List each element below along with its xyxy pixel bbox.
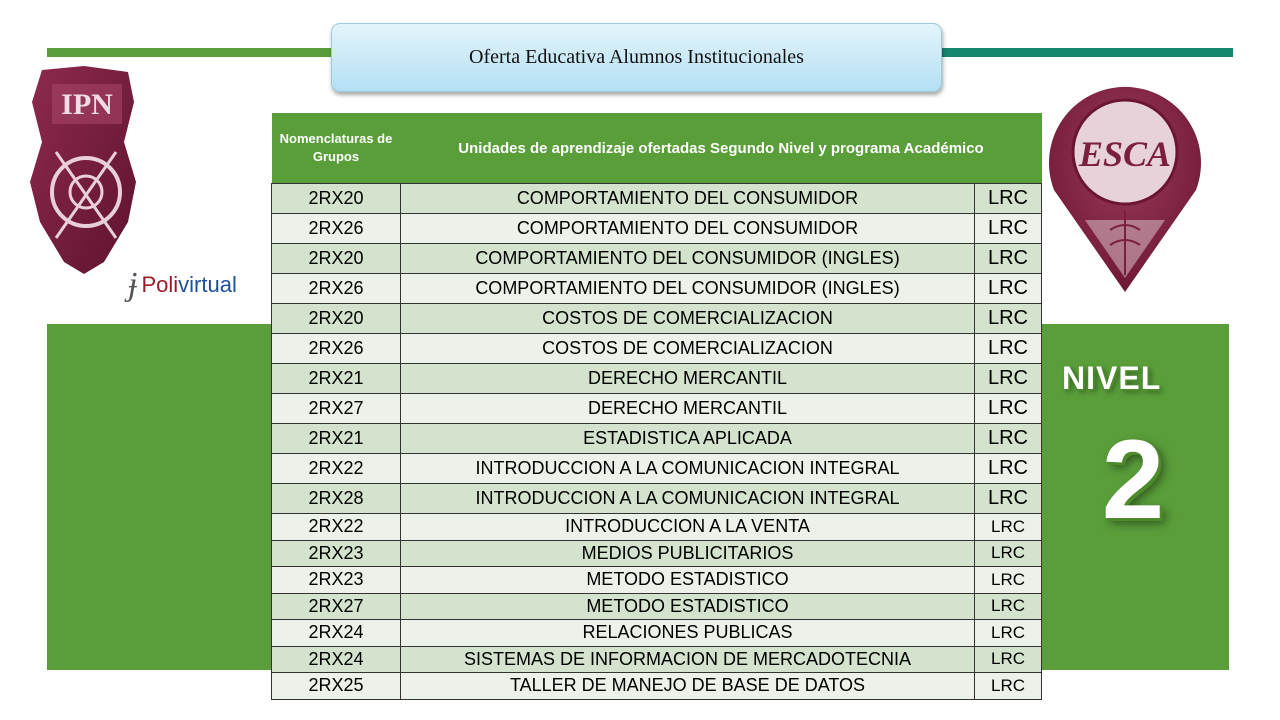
cell-group: 2RX21: [272, 424, 401, 454]
cell-program: LRC: [975, 484, 1042, 514]
cell-unit: METODO ESTADISTICO: [401, 567, 975, 594]
table-row: [272, 184, 1042, 214]
cell-unit: INTRODUCCION A LA COMUNICACION INTEGRAL: [401, 484, 975, 514]
cell-program: LRC: [975, 244, 1042, 274]
table-row: [272, 364, 1042, 394]
table-row: [272, 646, 1042, 673]
cell-unit: COSTOS DE COMERCIALIZACION: [401, 304, 975, 334]
cell-group: 2RX22: [272, 454, 401, 484]
table-row: [272, 673, 1042, 700]
cell-program: LRC: [975, 334, 1042, 364]
header-line-right: [938, 48, 1233, 57]
cell-unit: INTRODUCCION A LA VENTA: [401, 514, 975, 541]
table-row: [272, 514, 1042, 541]
cell-program: LRC: [975, 540, 1042, 567]
cell-group: 2RX25: [272, 673, 401, 700]
cell-group: 2RX20: [272, 184, 401, 214]
cell-unit: DERECHO MERCANTIL: [401, 394, 975, 424]
table-row: [272, 244, 1042, 274]
cell-program: LRC: [975, 394, 1042, 424]
cell-unit: DERECHO MERCANTIL: [401, 364, 975, 394]
table-row: [272, 620, 1042, 647]
cell-unit: INTRODUCCION A LA COMUNICACION INTEGRAL: [401, 454, 975, 484]
cell-program: LRC: [975, 424, 1042, 454]
offer-table-body: [272, 184, 1042, 700]
polivirtual-virtual-text: virtual: [178, 272, 237, 297]
header-group-nomenclature: Nomenclaturas de Grupos: [272, 113, 401, 184]
table-row: [272, 593, 1042, 620]
cell-unit: COSTOS DE COMERCIALIZACION: [401, 334, 975, 364]
cell-program: LRC: [975, 364, 1042, 394]
offer-table: [271, 113, 1042, 700]
cell-group: 2RX20: [272, 304, 401, 334]
cell-unit: COMPORTAMIENTO DEL CONSUMIDOR (INGLES): [401, 274, 975, 304]
cell-program: LRC: [975, 184, 1042, 214]
header-learning-units: Unidades de aprendizaje ofertadas Segundo Nivel y programa Académico: [401, 113, 1042, 184]
polivirtual-poli-text: Poli: [141, 272, 179, 297]
header-line-left: [47, 48, 337, 57]
cell-program: LRC: [975, 304, 1042, 334]
svg-text:ESCA: ESCA: [1078, 134, 1172, 174]
table-row: [272, 454, 1042, 484]
table-row: [272, 484, 1042, 514]
cell-unit: COMPORTAMIENTO DEL CONSUMIDOR: [401, 184, 975, 214]
cell-program: LRC: [975, 214, 1042, 244]
polivirtual-mark-icon: ɉ: [128, 266, 138, 303]
svg-text:IPN: IPN: [61, 88, 113, 121]
cell-group: 2RX21: [272, 364, 401, 394]
cell-group: 2RX23: [272, 567, 401, 594]
cell-group: 2RX20: [272, 244, 401, 274]
cell-program: LRC: [975, 567, 1042, 594]
cell-group: 2RX23: [272, 540, 401, 567]
cell-program: LRC: [975, 593, 1042, 620]
cell-program: LRC: [975, 646, 1042, 673]
level-label: NIVEL: [1062, 360, 1162, 396]
table-row: [272, 394, 1042, 424]
table-row: [272, 424, 1042, 454]
cell-group: 2RX26: [272, 334, 401, 364]
cell-group: 2RX27: [272, 394, 401, 424]
cell-unit: METODO ESTADISTICO: [401, 593, 975, 620]
ipn-logo: [24, 62, 150, 276]
cell-group: 2RX28: [272, 484, 401, 514]
cell-group: 2RX22: [272, 514, 401, 541]
cell-unit: ESTADISTICA APLICADA: [401, 424, 975, 454]
table-header-row: [272, 113, 1042, 184]
level-number: 2: [1101, 417, 1165, 542]
table-row: [272, 274, 1042, 304]
cell-group: 2RX24: [272, 646, 401, 673]
cell-program: LRC: [975, 620, 1042, 647]
cell-program: LRC: [975, 274, 1042, 304]
table-row: [272, 540, 1042, 567]
cell-group: 2RX27: [272, 593, 401, 620]
table-row: [272, 334, 1042, 364]
cell-unit: COMPORTAMIENTO DEL CONSUMIDOR: [401, 214, 975, 244]
title-banner: [331, 23, 942, 92]
cell-group: 2RX26: [272, 274, 401, 304]
cell-unit: COMPORTAMIENTO DEL CONSUMIDOR (INGLES): [401, 244, 975, 274]
cell-unit: TALLER DE MANEJO DE BASE DE DATOS: [401, 673, 975, 700]
cell-unit: RELACIONES PUBLICAS: [401, 620, 975, 647]
cell-group: 2RX24: [272, 620, 401, 647]
cell-program: LRC: [975, 673, 1042, 700]
page-title: Oferta Educativa Alumnos Institucionales: [469, 46, 804, 68]
table-row: [272, 567, 1042, 594]
cell-program: LRC: [975, 454, 1042, 484]
cell-unit: SISTEMAS DE INFORMACION DE MERCADOTECNIA: [401, 646, 975, 673]
esca-logo: [1040, 80, 1210, 295]
cell-program: LRC: [975, 514, 1042, 541]
table-row: [272, 214, 1042, 244]
polivirtual-logo: [128, 262, 268, 308]
table-row: [272, 304, 1042, 334]
cell-group: 2RX26: [272, 214, 401, 244]
cell-unit: MEDIOS PUBLICITARIOS: [401, 540, 975, 567]
